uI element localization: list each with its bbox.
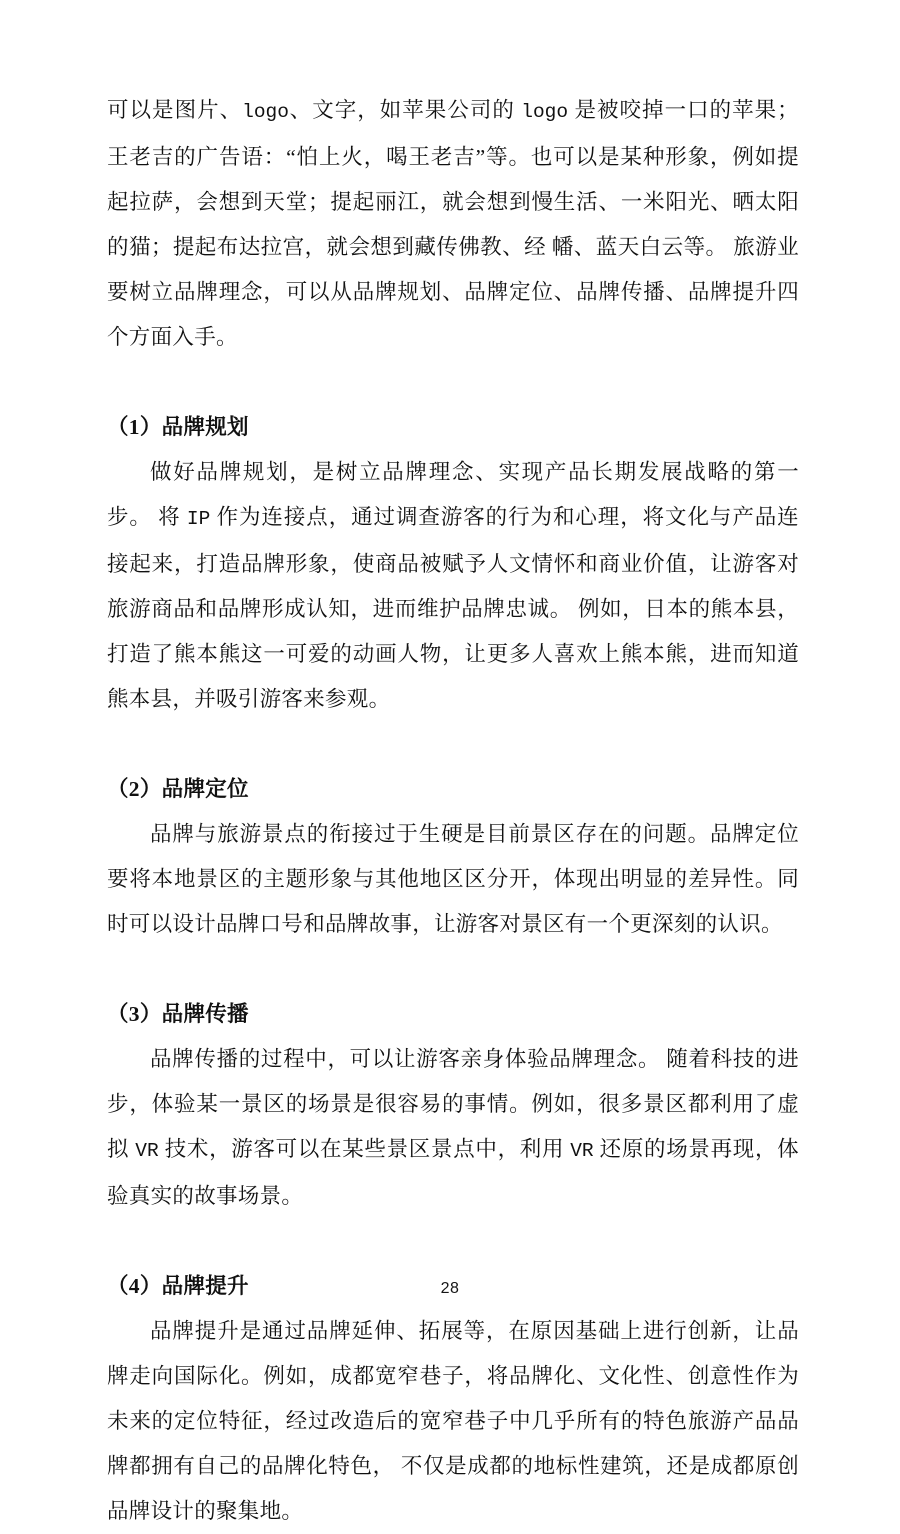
section-heading-2: （2）品牌定位 (107, 777, 249, 801)
intro-paragraph: 可以是图片、logo、文字，如苹果公司的 logo 是被咬掉一口的苹果；王老吉的广告语：“怕上火，喝王老吉”等。也可以是某种形象，例如提起拉萨，会想到天堂；提起丽江，就会想到慢生活、一米阳光、晒太阳的猫；提起布达拉宫，就会想到藏传佛教、经 幡、蓝天白云等。 旅游业要树立品牌理念，可以从品牌规划、品牌定位、品牌传播、品牌提升四个方面入手。 (107, 98, 799, 349)
latin-run: logo (521, 101, 569, 123)
latin-run: VR (570, 1140, 594, 1162)
latin-run: logo (242, 101, 289, 123)
page-number: 28 (440, 1280, 460, 1297)
section-gap (107, 722, 799, 767)
section-heading-1: （1）品牌规划 (107, 415, 249, 439)
section-gap (107, 360, 799, 405)
page-content (107, 88, 799, 1534)
section-gap (107, 947, 799, 992)
section-paragraph-4: 品牌提升是通过品牌延伸、拓展等，在原因基础上进行创新，让品牌走向国际化。例如，成都宽窄巷子，将品牌化、文化性、创意性作为未来的定位特征，经过改造后的宽窄巷子中几乎所有的特色旅游产品品牌都拥有自己的品牌化特色， 不仅是成都的地标性建筑，还是成都原创品牌设计的聚集地。 (107, 1319, 799, 1523)
section-heading-4: （4）品牌提升 (107, 1274, 249, 1298)
section-paragraph-2: 品牌与旅游景点的衔接过于生硬是目前景区存在的问题。品牌定位要将本地景区的主题形象与其他地区区分开，体现出明显的差异性。同时可以设计品牌口号和品牌故事，让游客对景区有一个更深刻的认识。 (107, 822, 799, 936)
latin-run: VR (135, 1140, 159, 1162)
section-paragraph-3: 品牌传播的过程中，可以让游客亲身体验品牌理念。 随着科技的进步，体验某一景区的场景是很容易的事情。例如，很多景区都利用了虚拟 VR 技术，游客可以在某些景区景点中，利用 VR 还原的场景再现，体验真实的故事场景。 (107, 1047, 799, 1208)
latin-run: IP (186, 508, 211, 530)
section-heading-3: （3）品牌传播 (107, 1002, 249, 1026)
section-paragraph-1: 做好品牌规划，是树立品牌理念、实现产品长期发展战略的第一步。 将 IP 作为连接点，通过调查游客的行为和心理，将文化与产品连接起来，打造品牌形象，使商品被赋予人文情怀和商业价值，让游客对旅游商品和品牌形成认知，进而维护品牌忠诚。 例如，日本的熊本县，打造了熊本熊这一可爱的动画人物，让更多人喜欢上熊本熊，进而知道熊本县，并吸引游客来参观。 (107, 460, 799, 711)
section-gap (107, 1219, 799, 1264)
